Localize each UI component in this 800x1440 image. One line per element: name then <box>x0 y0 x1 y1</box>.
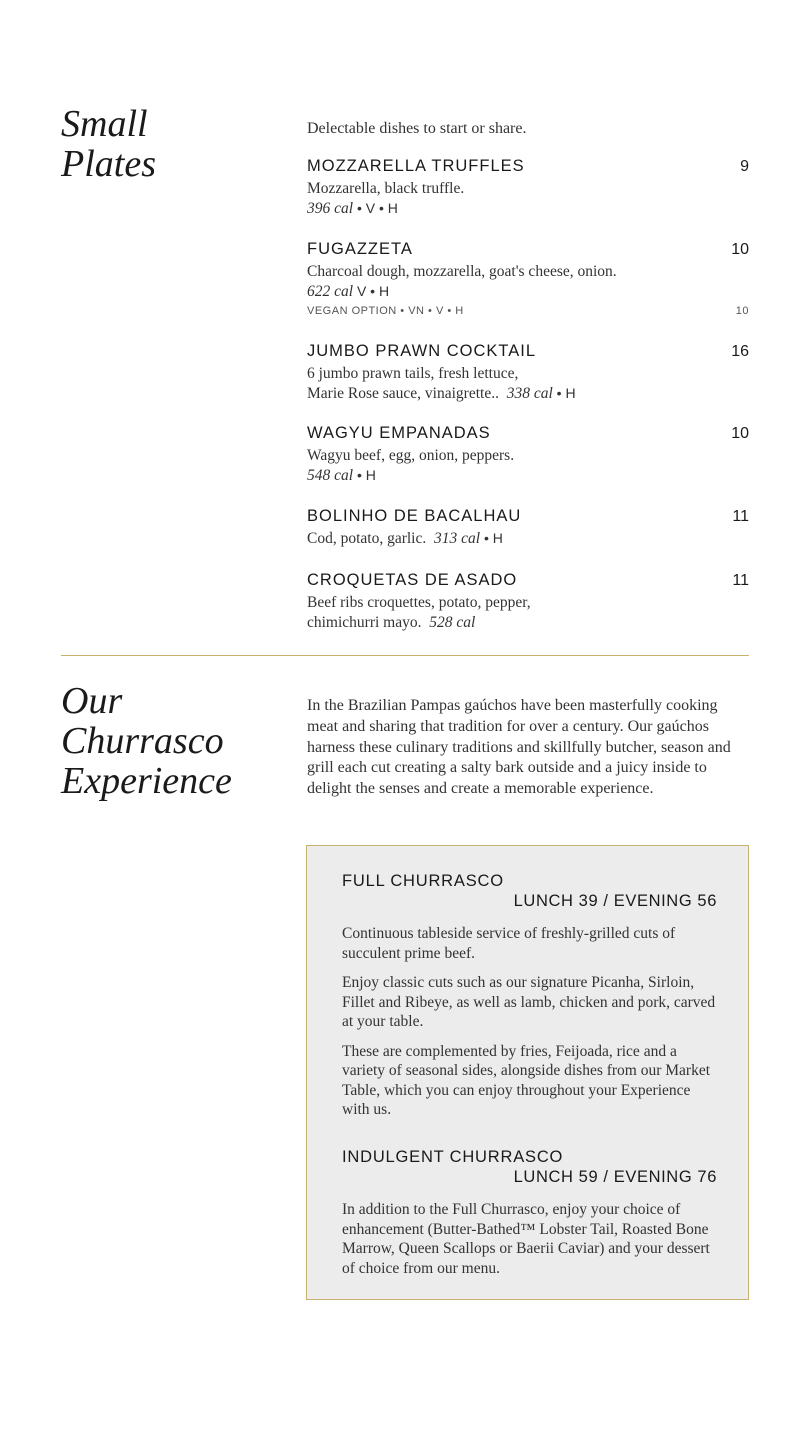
calorie-line <box>307 282 749 302</box>
description-line: Charcoal dough, mozzarella, goat's cheese, onion. <box>307 263 617 280</box>
description-line <box>307 384 749 404</box>
dish-name: MOZZARELLA TRUFFLES <box>307 157 525 175</box>
dietary-tags: • H <box>480 530 503 546</box>
dietary-tags: • H <box>552 384 576 401</box>
calories: 548 cal <box>307 466 354 484</box>
description-line: Wagyu beef, egg, onion, peppers. <box>307 447 515 464</box>
title-line: Small <box>61 103 148 145</box>
dish-name: WAGYU EMPANADAS <box>307 424 491 442</box>
section-divider <box>61 655 749 656</box>
description-line <box>307 529 749 549</box>
small-plates-title <box>61 104 156 184</box>
dish-name: FUGAZZETA <box>307 240 413 258</box>
description-line: Beef ribs croquettes, potato, pepper, <box>307 594 531 611</box>
dish-name: JUMBO PRAWN COCKTAIL <box>307 342 537 360</box>
package-description: In addition to the Full Churrasco, enjoy your choice of enhancement (Butter-Bathed™ Lobster Tail, Roasted Bone Marrow, Queen Scallops or Baerii Caviar) and your dessert of choice from our menu. <box>342 1201 710 1277</box>
package-price: LUNCH 39 / EVENING 56 <box>513 892 717 910</box>
dietary-tags: • H <box>353 466 376 483</box>
calories: 313 cal <box>434 530 481 547</box>
package-price: LUNCH 59 / EVENING 76 <box>513 1168 717 1186</box>
calories: 396 cal <box>307 199 354 217</box>
calories: 622 cal <box>307 282 354 300</box>
vegan-option-row <box>307 305 749 317</box>
title-line: Our <box>61 680 123 722</box>
package-description: Enjoy classic cuts such as our signature Picanha, Sirloin, Fillet and Ribeye, as well as lamb, chicken and pork, carved at your table. <box>342 974 716 1030</box>
dish-description <box>307 529 749 549</box>
description-text: Marie Rose sauce, vinaigrette.. <box>307 384 499 402</box>
dish-croquetas-de-asado <box>307 571 749 632</box>
dish-price: 10 <box>731 425 749 442</box>
dish-jumbo-prawn-cocktail <box>307 342 749 403</box>
dish-description <box>307 593 749 632</box>
package-name: FULL CHURRASCO <box>342 872 504 890</box>
calorie-line <box>307 466 749 486</box>
dish-description <box>307 364 749 403</box>
title-line: Churrasco <box>61 720 224 762</box>
churrasco-intro: In the Brazilian Pampas gaúchos have been masterfully cooking meat and sharing that tradition for over a century. Our gaúchos harness these culinary traditions and skillfully butcher, season and grill each cut creating a salty bark outside and a juicy inside to delight the senses and create a memorable experience. <box>307 697 731 798</box>
dish-name: BOLINHO DE BACALHAU <box>307 507 522 525</box>
churrasco-packages-box <box>306 845 749 1300</box>
dish-wagyu-empanadas <box>307 424 749 485</box>
dish-price: 9 <box>740 158 749 175</box>
small-plates-intro: Delectable dishes to start or share. <box>307 120 527 137</box>
dietary-tags: • V • H <box>353 199 398 216</box>
description-line: Mozzarella, black truffle. <box>307 180 465 197</box>
description-line: 6 jumbo prawn tails, fresh lettuce, <box>307 365 519 382</box>
package-name: INDULGENT CHURRASCO <box>342 1148 564 1166</box>
package-description: These are complemented by fries, Feijoada, rice and a variety of seasonal sides, alongside dishes from our Market Table, which you can enjoy throughout your Experience with us. <box>342 1042 711 1118</box>
dish-name: CROQUETAS DE ASADO <box>307 571 518 589</box>
dish-description <box>307 179 749 218</box>
dish-price: 10 <box>731 241 749 258</box>
title-line: Experience <box>61 760 232 802</box>
dish-fugazzeta <box>307 240 749 317</box>
dish-description <box>307 446 749 485</box>
dish-mozzarella-truffles <box>307 157 749 218</box>
title-line: Plates <box>61 143 156 185</box>
package-description: Continuous tableside service of freshly-grilled cuts of succulent prime beef. <box>342 925 676 962</box>
dish-price: 11 <box>732 572 749 589</box>
dish-price: 11 <box>732 508 749 525</box>
calories: 338 cal <box>506 384 553 402</box>
churrasco-title <box>61 681 232 801</box>
vegan-option-label: VEGAN OPTION • VN • V • H <box>307 305 464 317</box>
dietary-tags: V • H <box>353 282 390 299</box>
full-churrasco <box>342 872 717 1130</box>
description-text: Cod, potato, garlic. <box>307 530 427 547</box>
dish-description <box>307 262 749 301</box>
vegan-option-price: 10 <box>735 305 749 317</box>
dish-price: 16 <box>731 343 749 360</box>
calorie-line <box>307 199 749 219</box>
dish-bolinho-de-bacalhau <box>307 507 749 549</box>
calories: 528 cal <box>429 613 476 631</box>
indulgent-churrasco <box>342 1148 717 1288</box>
description-line <box>307 613 749 633</box>
description-text: chimichurri mayo. <box>307 613 422 631</box>
